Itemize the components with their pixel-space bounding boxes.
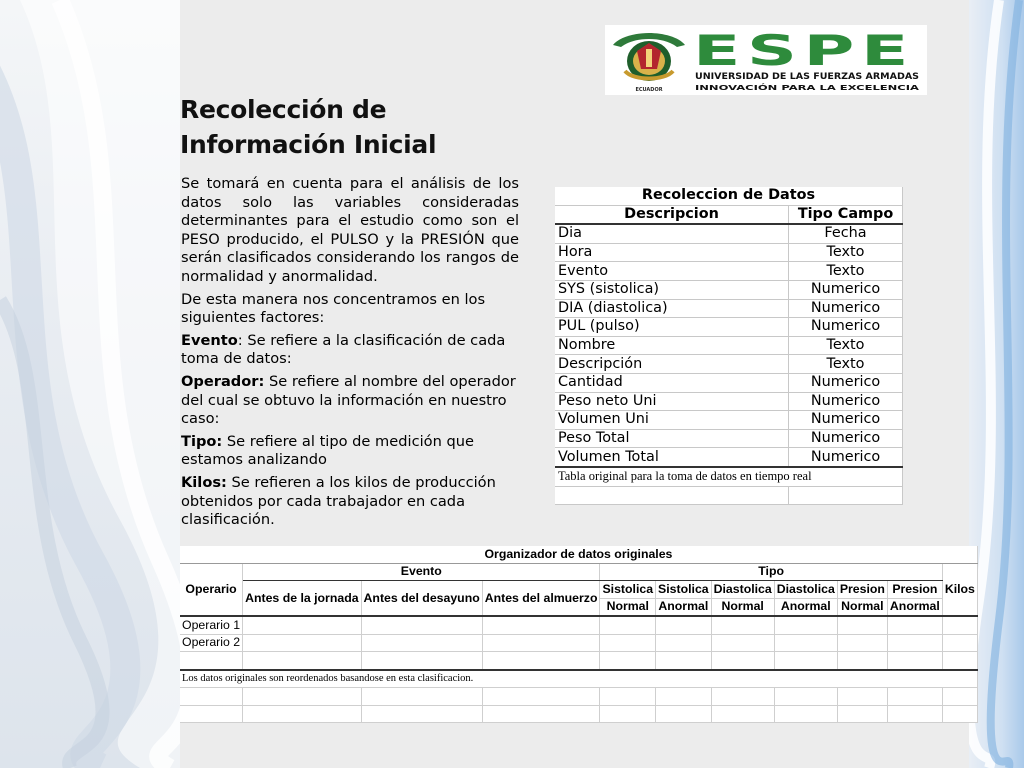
intro-paragraph: Se tomará en cuenta para el análisis de los datos solo las variables consideradas determinantes para el estudio como son el PESO producido, el PULSO y la PRESIÓN que serán clasificados considerando los rangos de normalidad y anormalidad. <box>181 175 519 285</box>
table-row <box>180 688 977 706</box>
header-antes-desayuno: Antes del desayuno <box>361 581 482 617</box>
table-row: Evento Texto <box>555 262 903 281</box>
data-collection-table <box>555 187 903 505</box>
table-row: Volumen Total Numerico <box>555 448 903 467</box>
header-evento: Evento <box>243 563 600 581</box>
header-antes-jornada: Antes de la jornada <box>243 581 361 617</box>
page-title-line-1: Recolección de <box>180 95 387 124</box>
factor-desc: Se refiere al tipo de medición que estamos analizando <box>181 432 474 469</box>
header-descripcion: Descripcion <box>555 205 789 224</box>
table-row: Volumen Uni Numerico <box>555 411 903 430</box>
page-title <box>180 92 436 162</box>
factor-tipo <box>181 433 519 470</box>
header-kilos: Kilos <box>942 563 977 616</box>
table-title: Recoleccion de Datos <box>555 187 903 205</box>
header-type-bottom: Normal <box>600 598 656 616</box>
table-row: DIA (diastolica) Numerico <box>555 299 903 318</box>
table-row: Peso neto Uni Numerico <box>555 392 903 411</box>
table-row: Nombre Texto <box>555 336 903 355</box>
svg-text:UNIVERSIDAD DE LAS FUERZAS ARM: UNIVERSIDAD DE LAS FUERZAS ARMADAS <box>695 71 919 82</box>
organizer-note: Los datos originales son reordenados basandose en esta clasificacion. <box>180 670 977 688</box>
header-tipo-campo: Tipo Campo <box>789 205 903 224</box>
factors-intro: De esta manera nos concentramos en los siguientes factores: <box>181 290 486 327</box>
table-note: Tabla original para la toma de datos en tiempo real <box>555 467 903 486</box>
header-type-bottom: Normal <box>711 598 774 616</box>
table-row: Hora Texto <box>555 243 903 262</box>
factor-term: Operador: <box>181 372 265 390</box>
espe-logo <box>605 25 927 95</box>
factor-term: Evento <box>181 331 238 349</box>
header-type-bottom: Normal <box>837 598 887 616</box>
svg-text:ECUADOR: ECUADOR <box>635 87 663 93</box>
table-row <box>180 705 977 723</box>
svg-text:ESPE: ESPE <box>693 26 915 75</box>
header-type-top: Diastolica <box>711 581 774 599</box>
table-row: Operario 1 <box>180 616 977 634</box>
table-row <box>180 652 977 670</box>
header-antes-almuerzo: Antes del almuerzo <box>482 581 600 617</box>
header-type-bottom: Anormal <box>656 598 712 616</box>
factor-term: Kilos: <box>181 473 227 491</box>
header-tipo: Tipo <box>600 563 942 581</box>
body-text <box>181 175 519 534</box>
svg-text:INNOVACIÓN PARA LA EXCELENCIA: INNOVACIÓN PARA LA EXCELENCIA <box>695 84 832 92</box>
organizer-title: Organizador de datos originales <box>180 546 977 563</box>
header-type-top: Presion <box>837 581 887 599</box>
factor-operador <box>181 373 519 429</box>
table-row: SYS (sistolica) Numerico <box>555 280 903 299</box>
factor-desc: Se refiere a la clasificación de cada toma de datos: <box>181 331 506 368</box>
table-row: Dia Fecha <box>555 224 903 243</box>
table-row: Operario 2 <box>180 634 977 652</box>
page-title-line-2: Información Inicial <box>180 130 437 159</box>
espe-seal-icon <box>613 33 685 93</box>
table-row: Cantidad Numerico <box>555 373 903 392</box>
header-type-top: Diastolica <box>774 581 837 599</box>
header-operario: Operario <box>180 563 243 616</box>
factor-evento: Evento: Se refiere a la clasificación de cada toma de datos: <box>181 331 506 368</box>
factor-kilos <box>181 474 519 530</box>
header-type-top: Sistolica <box>600 581 656 599</box>
header-type-bottom: Anormal <box>887 598 942 616</box>
table-row: Peso Total Numerico <box>555 429 903 448</box>
factor-desc: Se refiere al nombre del operador del cual se obtuvo la información en nuestro caso: <box>181 372 516 428</box>
header-type-top: Sistolica <box>656 581 712 599</box>
table-row: PUL (pulso) Numerico <box>555 318 903 337</box>
header-type-bottom: Anormal <box>774 598 837 616</box>
background-left-swoosh <box>0 0 180 768</box>
organizer-table <box>180 546 978 723</box>
factor-desc: Se refieren a los kilos de producción obtenidos por cada trabajador en cada clasificación. <box>181 473 496 529</box>
header-type-top: Presion <box>887 581 942 599</box>
table-row: Descripción Texto <box>555 355 903 374</box>
factor-term: Tipo: <box>181 432 223 450</box>
